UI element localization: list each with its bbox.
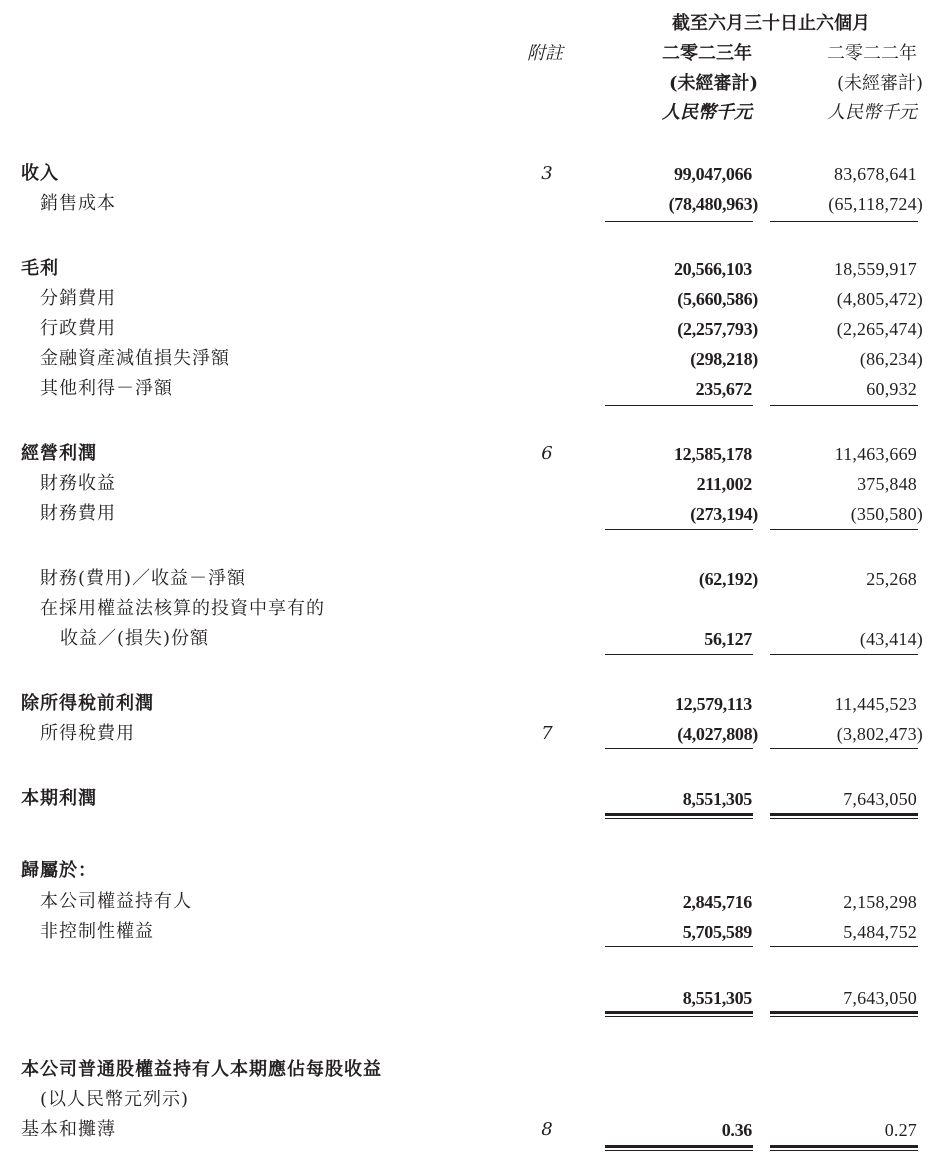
value-2022: (350,580) (850, 504, 923, 524)
row-profit-before-tax (0, 691, 950, 717)
value-2023: 56,127 (704, 629, 752, 649)
value-2023: (4,027,808) (677, 724, 758, 744)
row-finance-net (0, 566, 950, 592)
value-2022: 18,559,917 (834, 259, 917, 279)
row-label: 財務收益 (40, 473, 116, 494)
row-owners (0, 889, 950, 915)
total-double-rule (605, 1145, 753, 1151)
row-label: 財務(費用)／收益－淨額 (40, 568, 247, 589)
total-double-rule (605, 1011, 753, 1017)
value-2023: 99,047,066 (673, 164, 752, 184)
value-2023: 20,566,103 (673, 259, 752, 279)
value-2023: (5,660,586) (677, 289, 758, 309)
value-2023: 12,585,178 (673, 444, 752, 464)
row-label: 行政費用 (40, 318, 116, 339)
value-2022: (86,234) (859, 349, 923, 369)
row-label: 毛利 (21, 258, 59, 279)
period-header: 截至六月三十日止六個月 (672, 13, 870, 34)
note-ref: 8 (541, 1119, 553, 1140)
value-2022: 7,643,050 (843, 789, 917, 809)
value-2023: (2,257,793) (677, 319, 758, 339)
total-double-rule (770, 1011, 918, 1017)
row-eps-unit (0, 1087, 950, 1113)
row-label: 非控制性權益 (40, 921, 154, 942)
total-double-rule (605, 813, 753, 819)
col-2023-year: 二零二三年 (662, 43, 752, 64)
row-profit-for-period (0, 786, 950, 812)
row-equity-share (0, 626, 950, 652)
value-2022: (65,118,724) (828, 194, 923, 214)
value-2023: (273,194) (690, 504, 758, 524)
row-label: 銷售成本 (40, 193, 116, 214)
row-total (0, 985, 950, 1011)
note-ref: 3 (541, 163, 553, 184)
row-label: 本公司普通股權益持有人本期應佔每股收益 (21, 1059, 382, 1080)
subtotal-rule (770, 748, 918, 749)
value-2023: 235,672 (695, 379, 752, 399)
value-2022: 25,268 (866, 569, 917, 589)
value-2023: 8,551,305 (682, 789, 752, 809)
subtotal-rule (770, 221, 918, 222)
value-2023: 8,551,305 (682, 988, 752, 1008)
row-eps-title (0, 1057, 950, 1083)
row-label: 財務費用 (40, 503, 116, 524)
value-2022: (3,802,473) (836, 724, 923, 744)
subtotal-rule (770, 405, 918, 406)
subtotal-rule (770, 529, 918, 530)
subtotal-rule (605, 405, 753, 406)
value-2023: 12,579,113 (674, 694, 752, 714)
row-equity-share-label (0, 596, 950, 622)
value-2023: 0.36 (721, 1120, 752, 1140)
row-label: 在採用權益法核算的投資中享有的 (40, 598, 325, 619)
value-2023: (62,192) (698, 569, 758, 589)
subtotal-rule (770, 946, 918, 947)
value-2022: 0.27 (884, 1120, 917, 1140)
value-2023: 211,002 (696, 474, 752, 494)
row-attributable-to (0, 858, 950, 884)
col-2023-unit: 人民幣千元 (662, 102, 752, 123)
value-2022: 2,158,298 (843, 892, 917, 912)
subtotal-rule (605, 654, 753, 655)
value-2022: (43,414) (859, 629, 923, 649)
total-double-rule (770, 813, 918, 819)
value-2022: (4,805,472) (836, 289, 923, 309)
value-2023: (298,218) (690, 349, 758, 369)
row-eps-basic-diluted (0, 1117, 950, 1143)
row-finance-costs (0, 501, 950, 527)
row-label: 歸屬於： (21, 860, 97, 881)
row-label: 基本和攤薄 (21, 1119, 116, 1140)
row-label: 金融資產減值損失淨額 (40, 348, 230, 369)
subtotal-rule (605, 221, 753, 222)
row-label: 本公司權益持有人 (40, 891, 192, 912)
col-2022-year: 二零二二年 (827, 43, 917, 64)
row-label: 除所得稅前利潤 (21, 693, 154, 714)
col-2023-audit: (未經審計) (668, 73, 758, 94)
row-label: 收益／(損失)份額 (60, 628, 210, 649)
row-admin-expenses (0, 316, 950, 342)
subtotal-rule (605, 946, 753, 947)
row-label: 所得稅費用 (40, 723, 135, 744)
row-income-tax (0, 721, 950, 747)
subtotal-rule (605, 529, 753, 530)
value-2022: 11,445,523 (834, 694, 917, 714)
row-cost-of-sales (0, 191, 950, 217)
value-2023: 2,845,716 (682, 892, 752, 912)
value-2022: 5,484,752 (843, 922, 917, 942)
note-ref: 6 (541, 443, 553, 464)
row-finance-income (0, 471, 950, 497)
row-gross-profit (0, 256, 950, 282)
value-2023: (78,480,963) (668, 194, 758, 214)
value-2022: 7,643,050 (843, 988, 917, 1008)
row-distribution-costs (0, 286, 950, 312)
total-double-rule (770, 1145, 918, 1151)
row-other-gains (0, 376, 950, 402)
row-impairment-losses (0, 346, 950, 372)
row-label: 收入 (21, 163, 59, 184)
row-revenue (0, 161, 950, 187)
row-non-controlling-interests (0, 919, 950, 945)
col-2022-unit: 人民幣千元 (827, 102, 917, 123)
value-2022: 60,932 (866, 379, 917, 399)
note-column-header: 附註 (527, 43, 563, 64)
subtotal-rule (605, 748, 753, 749)
row-label: 經營利潤 (21, 443, 97, 464)
value-2022: 11,463,669 (834, 444, 917, 464)
value-2023: 5,705,589 (682, 922, 752, 942)
value-2022: 83,678,641 (834, 164, 917, 184)
row-label: 分銷費用 (40, 288, 116, 309)
col-2022-audit: (未經審計) (836, 73, 923, 94)
value-2022: 375,848 (857, 474, 917, 494)
value-2022: (2,265,474) (836, 319, 923, 339)
row-label: 其他利得－淨額 (40, 378, 173, 399)
note-ref: 7 (541, 723, 553, 744)
subtotal-rule (770, 654, 918, 655)
row-label: (以人民幣元列示) (40, 1089, 190, 1110)
row-operating-profit (0, 441, 950, 467)
row-label: 本期利潤 (21, 788, 97, 809)
